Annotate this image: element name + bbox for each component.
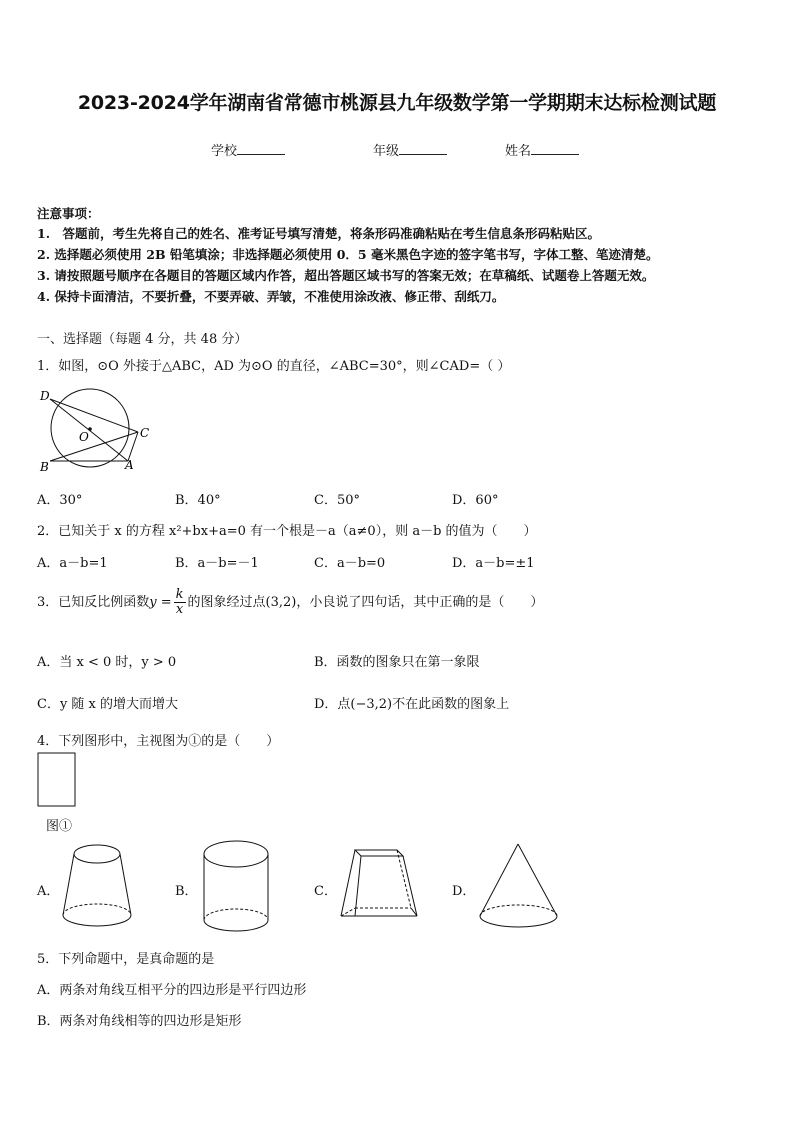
notice-item: 3. 请按照题号顺序在各题目的答题区域内作答，超出答题区域书写的答案无效；在草稿纸、试题卷上答题无效。 (37, 268, 655, 283)
rectangle-figure (37, 752, 79, 810)
prism-frustum-figure (335, 842, 425, 922)
page-title: 2023-2024学年湖南省常德市桃源县九年级数学第一学期期末达标检测试题 (77, 92, 717, 114)
q3-option-a[interactable]: A．当 x < 0 时，y > 0 (37, 655, 177, 670)
q5-option-b[interactable]: B．两条对角线相等的四边形是矩形 (37, 1014, 242, 1029)
q1-option-c[interactable]: C．50° (314, 493, 360, 508)
q2-option-b[interactable]: B．a－b=－1 (175, 556, 259, 571)
q3-frac-num: k (175, 587, 184, 602)
q3-option-d[interactable]: D．点(−3,2)不在此函数的图象上 (314, 697, 510, 712)
q2-option-a[interactable]: A．a－b=1 (37, 556, 108, 571)
q2-option-c[interactable]: C．a－b=0 (314, 556, 386, 571)
label-d: D (40, 389, 50, 403)
question-5-stem: 5．下列命题中，是真命题的是 (37, 952, 215, 967)
q3-fraction (174, 588, 186, 617)
q3-option-b[interactable]: B．函数的图象只在第一象限 (314, 655, 480, 670)
q4-option-c[interactable]: C． (314, 884, 337, 899)
notice-item: 4. 保持卡面清洁，不要折叠，不要弄破、弄皱，不准使用涂改液、修正带、刮纸刀。 (37, 289, 505, 304)
name-blank (531, 142, 579, 155)
circle-figure (34, 385, 159, 475)
question-4-stem: 4．下列图形中，主视图为①的是（ ） (37, 734, 280, 749)
q3-frac-den: x (175, 602, 184, 617)
grade-label: 年级 (373, 144, 400, 159)
school-blank (237, 142, 285, 155)
name-label: 姓名 (505, 144, 532, 159)
q4-option-a[interactable]: A． (37, 884, 60, 899)
q4-option-b[interactable]: B． (175, 884, 198, 899)
q4-option-d[interactable]: D． (452, 884, 476, 899)
frustum-figure (58, 842, 138, 932)
question-3-stem (37, 588, 543, 617)
notice-item: 1. 答题前，考生先将自己的姓名、准考证号填写清楚，将条形码准确粘贴在考生信息条形码粘贴区。 (37, 226, 601, 241)
q2-option-d[interactable]: D．a－b=±1 (452, 556, 535, 571)
name-field (505, 140, 579, 159)
school-field (211, 140, 285, 159)
q3-stem-pre: 3．已知反比例函数 (37, 595, 150, 610)
cylinder-figure (200, 838, 274, 934)
label-b: B (40, 460, 49, 474)
section-heading: 一、选择题（每题 4 分，共 48 分） (37, 332, 248, 347)
label-c: C (140, 426, 150, 440)
q3-stem-post: 的图象经过点(3,2)，小良说了四句话，其中正确的是（ ） (187, 595, 544, 610)
cone-figure (474, 840, 564, 932)
q3-option-c[interactable]: C．y 随 x 的增大而增大 (37, 697, 179, 712)
grade-field (373, 140, 447, 159)
label-a: A (125, 458, 134, 472)
figure-1-label: 图① (46, 819, 73, 834)
q1-option-a[interactable]: A．30° (37, 493, 83, 508)
grade-blank (399, 142, 447, 155)
question-1-stem: 1．如图，⊙O 外接于△ABC，AD 为⊙O 的直径，∠ABC=30°，则∠CAD=（ ） (37, 359, 511, 374)
q5-option-a[interactable]: A．两条对角线互相平分的四边形是平行四边形 (37, 983, 307, 998)
q1-option-b[interactable]: B．40° (175, 493, 221, 508)
notice-heading: 注意事项： (37, 206, 100, 221)
school-label: 学校 (211, 144, 238, 159)
label-o: O (79, 430, 89, 444)
q3-y-eq: y = (149, 595, 172, 610)
q1-option-d[interactable]: D．60° (452, 493, 499, 508)
notice-item: 2. 选择题必须使用 2B 铅笔填涂；非选择题必须使用 0．5 毫米黑色字迹的签字笔书写，字体工整、笔迹清楚。 (37, 247, 659, 262)
question-2-stem: 2．已知关于 x 的方程 x²+bx+a=0 有一个根是－a（a≠0），则 a－b 的值为（ ） (37, 524, 537, 539)
